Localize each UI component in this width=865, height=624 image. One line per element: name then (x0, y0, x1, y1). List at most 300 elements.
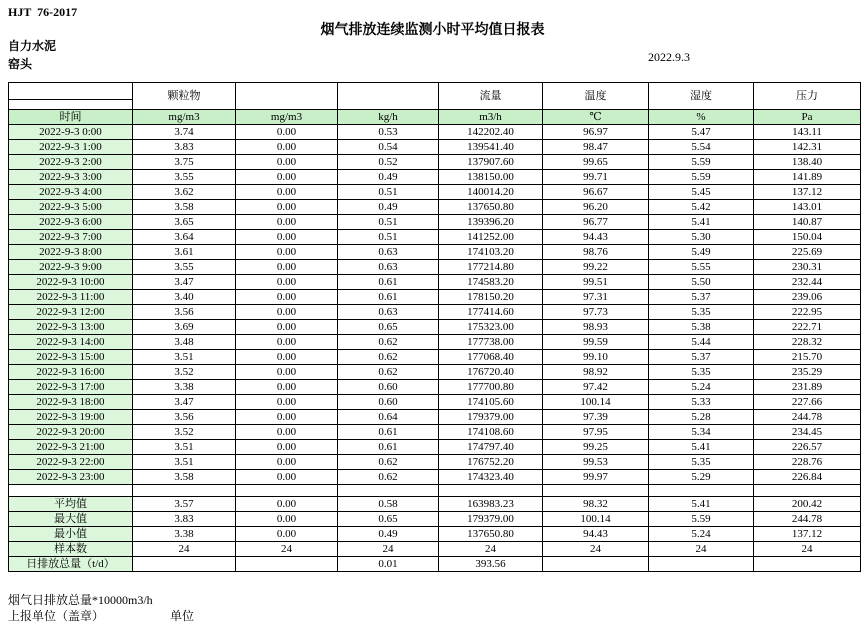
value-cell: 225.69 (754, 245, 861, 260)
value-cell: 142.31 (754, 140, 861, 155)
value-cell: 174797.40 (439, 440, 543, 455)
value-cell: 3.74 (133, 125, 236, 140)
value-cell: 0.00 (236, 170, 338, 185)
hourly-row (9, 455, 861, 470)
value-cell: 5.38 (649, 320, 754, 335)
company-name: 自力水泥 (8, 39, 57, 53)
unit-header-celsius: ℃ (543, 110, 649, 125)
value-cell: 24 (133, 542, 236, 557)
value-cell: 0.51 (338, 230, 439, 245)
unit-header-time: 时间 (9, 110, 133, 125)
value-cell: 235.29 (754, 365, 861, 380)
value-cell: 139541.40 (439, 140, 543, 155)
value-cell: 0.51 (338, 185, 439, 200)
value-cell: 0.00 (236, 425, 338, 440)
value-cell: 141252.00 (439, 230, 543, 245)
value-cell: 3.38 (133, 527, 236, 542)
value-cell: 3.48 (133, 335, 236, 350)
summary-row (9, 557, 861, 572)
value-cell: 97.95 (543, 425, 649, 440)
group-header-blank-1 (236, 83, 338, 110)
time-cell: 2022-9-3 14:00 (9, 335, 133, 350)
hourly-row (9, 215, 861, 230)
time-cell: 2022-9-3 8:00 (9, 245, 133, 260)
value-cell: 177738.00 (439, 335, 543, 350)
value-cell: 97.42 (543, 380, 649, 395)
value-cell: 142202.40 (439, 125, 543, 140)
value-cell: 97.73 (543, 305, 649, 320)
hourly-row (9, 230, 861, 245)
value-cell: 5.49 (649, 245, 754, 260)
value-cell: 0.63 (338, 305, 439, 320)
value-cell: 176752.20 (439, 455, 543, 470)
value-cell: 5.55 (649, 260, 754, 275)
value-cell: 3.83 (133, 512, 236, 527)
hourly-row (9, 275, 861, 290)
value-cell: 234.45 (754, 425, 861, 440)
value-cell: 96.97 (543, 125, 649, 140)
spacer-cell (754, 485, 861, 497)
value-cell: 0.00 (236, 275, 338, 290)
value-cell: 100.14 (543, 395, 649, 410)
value-cell: 3.83 (133, 140, 236, 155)
value-cell: 5.37 (649, 290, 754, 305)
value-cell: 5.24 (649, 380, 754, 395)
value-cell: 0.00 (236, 125, 338, 140)
value-cell: 5.37 (649, 350, 754, 365)
value-cell: 3.61 (133, 245, 236, 260)
time-cell: 2022-9-3 1:00 (9, 140, 133, 155)
value-cell: 0.61 (338, 440, 439, 455)
value-cell: 94.43 (543, 527, 649, 542)
value-cell: 3.58 (133, 470, 236, 485)
value-cell: 3.55 (133, 170, 236, 185)
group-header-temperature: 温度 (543, 83, 649, 110)
spacer-cell (338, 485, 439, 497)
value-cell: 5.41 (649, 215, 754, 230)
value-cell: 177414.60 (439, 305, 543, 320)
value-cell: 98.76 (543, 245, 649, 260)
hourly-row (9, 245, 861, 260)
value-cell: 0.51 (338, 215, 439, 230)
value-cell: 5.50 (649, 275, 754, 290)
reporting-unit-label: 上报单位（盖章） (8, 609, 105, 623)
hourly-row (9, 305, 861, 320)
value-cell: 99.10 (543, 350, 649, 365)
value-cell: 98.93 (543, 320, 649, 335)
value-cell (754, 557, 861, 572)
value-cell: 226.57 (754, 440, 861, 455)
value-cell: 179379.00 (439, 410, 543, 425)
value-cell: 3.69 (133, 320, 236, 335)
value-cell: 3.55 (133, 260, 236, 275)
value-cell: 3.65 (133, 215, 236, 230)
value-cell: 137.12 (754, 527, 861, 542)
time-cell: 2022-9-3 4:00 (9, 185, 133, 200)
value-cell: 143.01 (754, 200, 861, 215)
spacer-cell (543, 485, 649, 497)
value-cell: 179379.00 (439, 512, 543, 527)
value-cell: 5.41 (649, 497, 754, 512)
value-cell: 24 (754, 542, 861, 557)
time-cell: 2022-9-3 9:00 (9, 260, 133, 275)
value-cell: 141.89 (754, 170, 861, 185)
value-cell: 5.24 (649, 527, 754, 542)
hourly-row (9, 125, 861, 140)
hourly-row (9, 440, 861, 455)
value-cell: 0.00 (236, 320, 338, 335)
hourly-row (9, 290, 861, 305)
value-cell: 24 (338, 542, 439, 557)
value-cell: 0.00 (236, 410, 338, 425)
value-cell: 0.00 (236, 335, 338, 350)
value-cell: 244.78 (754, 410, 861, 425)
value-cell: 0.49 (338, 200, 439, 215)
value-cell: 24 (649, 542, 754, 557)
unit-header-mgm3-1: mg/m3 (133, 110, 236, 125)
value-cell: 98.92 (543, 365, 649, 380)
time-cell: 2022-9-3 12:00 (9, 305, 133, 320)
value-cell: 222.71 (754, 320, 861, 335)
spacer-cell (9, 485, 133, 497)
value-cell: 24 (543, 542, 649, 557)
value-cell: 137.12 (754, 185, 861, 200)
value-cell: 0.61 (338, 275, 439, 290)
value-cell: 0.00 (236, 140, 338, 155)
value-cell: 94.43 (543, 230, 649, 245)
value-cell: 24 (439, 542, 543, 557)
value-cell: 3.51 (133, 440, 236, 455)
value-cell: 137907.60 (439, 155, 543, 170)
value-cell: 3.57 (133, 497, 236, 512)
value-cell: 0.00 (236, 260, 338, 275)
value-cell: 5.29 (649, 470, 754, 485)
value-cell: 3.51 (133, 350, 236, 365)
value-cell: 140014.20 (439, 185, 543, 200)
time-cell: 2022-9-3 13:00 (9, 320, 133, 335)
time-cell: 2022-9-3 7:00 (9, 230, 133, 245)
value-cell: 24 (236, 542, 338, 557)
value-cell: 0.00 (236, 497, 338, 512)
hourly-row (9, 470, 861, 485)
value-cell: 0.00 (236, 215, 338, 230)
value-cell: 5.47 (649, 125, 754, 140)
value-cell: 0.60 (338, 380, 439, 395)
value-cell: 99.71 (543, 170, 649, 185)
value-cell: 3.38 (133, 380, 236, 395)
hourly-row (9, 365, 861, 380)
value-cell: 100.14 (543, 512, 649, 527)
value-cell: 244.78 (754, 512, 861, 527)
value-cell: 0.00 (236, 527, 338, 542)
value-cell: 0.00 (236, 290, 338, 305)
value-cell: 215.70 (754, 350, 861, 365)
value-cell: 227.66 (754, 395, 861, 410)
value-cell: 0.65 (338, 512, 439, 527)
value-cell: 174108.60 (439, 425, 543, 440)
hourly-row (9, 200, 861, 215)
value-cell: 3.56 (133, 305, 236, 320)
value-cell: 0.64 (338, 410, 439, 425)
value-cell: 97.39 (543, 410, 649, 425)
value-cell: 0.63 (338, 260, 439, 275)
value-cell: 5.54 (649, 140, 754, 155)
footnote-total-emission: 烟气日排放总量*10000m3/h (8, 593, 153, 607)
report-date: 2022.9.3 (648, 50, 690, 64)
value-cell: 99.97 (543, 470, 649, 485)
value-cell: 138.40 (754, 155, 861, 170)
value-cell: 0.00 (236, 395, 338, 410)
value-cell: 178150.20 (439, 290, 543, 305)
value-cell: 174105.60 (439, 395, 543, 410)
value-cell: 0.62 (338, 365, 439, 380)
value-cell: 3.40 (133, 290, 236, 305)
value-cell: 0.01 (338, 557, 439, 572)
value-cell: 99.22 (543, 260, 649, 275)
time-cell: 2022-9-3 22:00 (9, 455, 133, 470)
time-cell: 2022-9-3 21:00 (9, 440, 133, 455)
value-cell: 0.00 (236, 305, 338, 320)
value-cell (236, 557, 338, 572)
value-cell: 0.00 (236, 200, 338, 215)
value-cell: 0.00 (236, 230, 338, 245)
time-cell: 2022-9-3 10:00 (9, 275, 133, 290)
value-cell: 174103.20 (439, 245, 543, 260)
time-cell: 2022-9-3 11:00 (9, 290, 133, 305)
value-cell: 0.61 (338, 425, 439, 440)
value-cell: 176720.40 (439, 365, 543, 380)
value-cell: 98.47 (543, 140, 649, 155)
page-title: 烟气排放连续监测小时平均值日报表 (320, 23, 545, 38)
value-cell: 99.65 (543, 155, 649, 170)
value-cell: 5.34 (649, 425, 754, 440)
value-cell: 177700.80 (439, 380, 543, 395)
unit-header-row (9, 110, 861, 125)
value-cell: 139396.20 (439, 215, 543, 230)
value-cell: 99.53 (543, 455, 649, 470)
value-cell: 163983.23 (439, 497, 543, 512)
group-header-flow: 流量 (439, 83, 543, 110)
time-cell: 2022-9-3 3:00 (9, 170, 133, 185)
value-cell: 232.44 (754, 275, 861, 290)
value-cell: 3.64 (133, 230, 236, 245)
summary-row (9, 497, 861, 512)
value-cell: 0.00 (236, 185, 338, 200)
summary-label-cell: 日排放总量（t/d） (9, 557, 133, 572)
value-cell: 97.31 (543, 290, 649, 305)
value-cell: 96.20 (543, 200, 649, 215)
time-cell: 2022-9-3 23:00 (9, 470, 133, 485)
value-cell: 200.42 (754, 497, 861, 512)
hourly-row (9, 170, 861, 185)
value-cell: 5.35 (649, 455, 754, 470)
group-header-pressure: 压力 (754, 83, 861, 110)
hourly-row (9, 410, 861, 425)
value-cell: 0.00 (236, 512, 338, 527)
value-cell: 0.63 (338, 245, 439, 260)
value-cell (649, 557, 754, 572)
summary-label-cell: 平均值 (9, 497, 133, 512)
value-cell: 0.58 (338, 497, 439, 512)
value-cell: 5.33 (649, 395, 754, 410)
time-cell: 2022-9-3 5:00 (9, 200, 133, 215)
group-header-row (9, 83, 861, 100)
value-cell: 174323.40 (439, 470, 543, 485)
station-name: 窑头 (8, 57, 33, 71)
summary-row (9, 542, 861, 557)
value-cell: 3.52 (133, 425, 236, 440)
hourly-row (9, 425, 861, 440)
hourly-row (9, 185, 861, 200)
value-cell: 0.00 (236, 380, 338, 395)
value-cell: 98.32 (543, 497, 649, 512)
summary-label-cell: 最小值 (9, 527, 133, 542)
value-cell: 0.00 (236, 245, 338, 260)
value-cell: 0.00 (236, 155, 338, 170)
value-cell: 0.00 (236, 365, 338, 380)
value-cell: 137650.80 (439, 527, 543, 542)
hourly-row (9, 380, 861, 395)
spacer-cell (133, 485, 236, 497)
value-cell: 0.00 (236, 470, 338, 485)
value-cell: 0.00 (236, 455, 338, 470)
value-cell: 0.49 (338, 170, 439, 185)
hourly-row (9, 395, 861, 410)
summary-row (9, 512, 861, 527)
value-cell: 0.53 (338, 125, 439, 140)
hourly-row (9, 260, 861, 275)
value-cell: 0.62 (338, 455, 439, 470)
value-cell (133, 557, 236, 572)
value-cell: 96.67 (543, 185, 649, 200)
value-cell: 177214.80 (439, 260, 543, 275)
unit-label: 单位 (170, 609, 195, 623)
group-header-blank-2 (338, 83, 439, 110)
time-cell: 2022-9-3 16:00 (9, 365, 133, 380)
value-cell: 99.59 (543, 335, 649, 350)
value-cell: 5.59 (649, 170, 754, 185)
value-cell: 3.51 (133, 455, 236, 470)
value-cell: 0.62 (338, 350, 439, 365)
time-cell: 2022-9-3 0:00 (9, 125, 133, 140)
unit-header-kgh: kg/h (338, 110, 439, 125)
value-cell: 0.52 (338, 155, 439, 170)
value-cell: 0.00 (236, 440, 338, 455)
unit-header-percent: % (649, 110, 754, 125)
value-cell: 174583.20 (439, 275, 543, 290)
value-cell: 5.41 (649, 440, 754, 455)
value-cell: 5.59 (649, 155, 754, 170)
hourly-row (9, 335, 861, 350)
summary-row (9, 527, 861, 542)
value-cell: 3.47 (133, 275, 236, 290)
value-cell: 226.84 (754, 470, 861, 485)
value-cell (543, 557, 649, 572)
value-cell: 228.76 (754, 455, 861, 470)
value-cell: 3.58 (133, 200, 236, 215)
value-cell: 5.35 (649, 365, 754, 380)
value-cell: 150.04 (754, 230, 861, 245)
report-table (8, 82, 861, 572)
summary-label-cell: 样本数 (9, 542, 133, 557)
value-cell: 99.51 (543, 275, 649, 290)
spacer-cell (649, 485, 754, 497)
value-cell: 137650.80 (439, 200, 543, 215)
value-cell: 0.62 (338, 335, 439, 350)
value-cell: 3.62 (133, 185, 236, 200)
value-cell: 0.54 (338, 140, 439, 155)
summary-body (9, 497, 861, 572)
time-cell: 2022-9-3 19:00 (9, 410, 133, 425)
value-cell: 143.11 (754, 125, 861, 140)
group-header-particulate: 颗粒物 (133, 83, 236, 110)
value-cell: 5.42 (649, 200, 754, 215)
value-cell: 3.56 (133, 410, 236, 425)
value-cell: 5.59 (649, 512, 754, 527)
summary-label-cell: 最大值 (9, 512, 133, 527)
header-corner-top-cell (9, 83, 133, 100)
value-cell: 5.28 (649, 410, 754, 425)
header-corner-bottom-cell (9, 100, 133, 110)
value-cell: 222.95 (754, 305, 861, 320)
value-cell: 393.56 (439, 557, 543, 572)
time-cell: 2022-9-3 6:00 (9, 215, 133, 230)
hourly-row (9, 155, 861, 170)
value-cell: 230.31 (754, 260, 861, 275)
value-cell: 0.60 (338, 395, 439, 410)
spacer-body (9, 485, 861, 497)
value-cell: 5.35 (649, 305, 754, 320)
value-cell: 99.25 (543, 440, 649, 455)
group-header-humidity: 湿度 (649, 83, 754, 110)
value-cell: 239.06 (754, 290, 861, 305)
unit-header-m3h: m3/h (439, 110, 543, 125)
spacer-row (9, 485, 861, 497)
unit-header-mgm3-2: mg/m3 (236, 110, 338, 125)
time-cell: 2022-9-3 2:00 (9, 155, 133, 170)
value-cell: 3.47 (133, 395, 236, 410)
value-cell: 3.75 (133, 155, 236, 170)
value-cell: 228.32 (754, 335, 861, 350)
time-cell: 2022-9-3 17:00 (9, 380, 133, 395)
value-cell: 3.52 (133, 365, 236, 380)
hourly-data-body (9, 125, 861, 485)
value-cell: 175323.00 (439, 320, 543, 335)
time-cell: 2022-9-3 18:00 (9, 395, 133, 410)
value-cell: 231.89 (754, 380, 861, 395)
value-cell: 96.77 (543, 215, 649, 230)
value-cell: 140.87 (754, 215, 861, 230)
value-cell: 5.44 (649, 335, 754, 350)
hourly-row (9, 320, 861, 335)
value-cell: 0.65 (338, 320, 439, 335)
spacer-cell (236, 485, 338, 497)
hourly-row (9, 350, 861, 365)
value-cell: 177068.40 (439, 350, 543, 365)
value-cell: 5.45 (649, 185, 754, 200)
value-cell: 0.62 (338, 470, 439, 485)
time-cell: 2022-9-3 15:00 (9, 350, 133, 365)
value-cell: 0.61 (338, 290, 439, 305)
value-cell: 0.49 (338, 527, 439, 542)
unit-header-pa: Pa (754, 110, 861, 125)
doc-code: HJT 76-2017 (8, 5, 78, 19)
time-cell: 2022-9-3 20:00 (9, 425, 133, 440)
hourly-row (9, 140, 861, 155)
value-cell: 0.00 (236, 350, 338, 365)
value-cell: 5.30 (649, 230, 754, 245)
spacer-cell (439, 485, 543, 497)
